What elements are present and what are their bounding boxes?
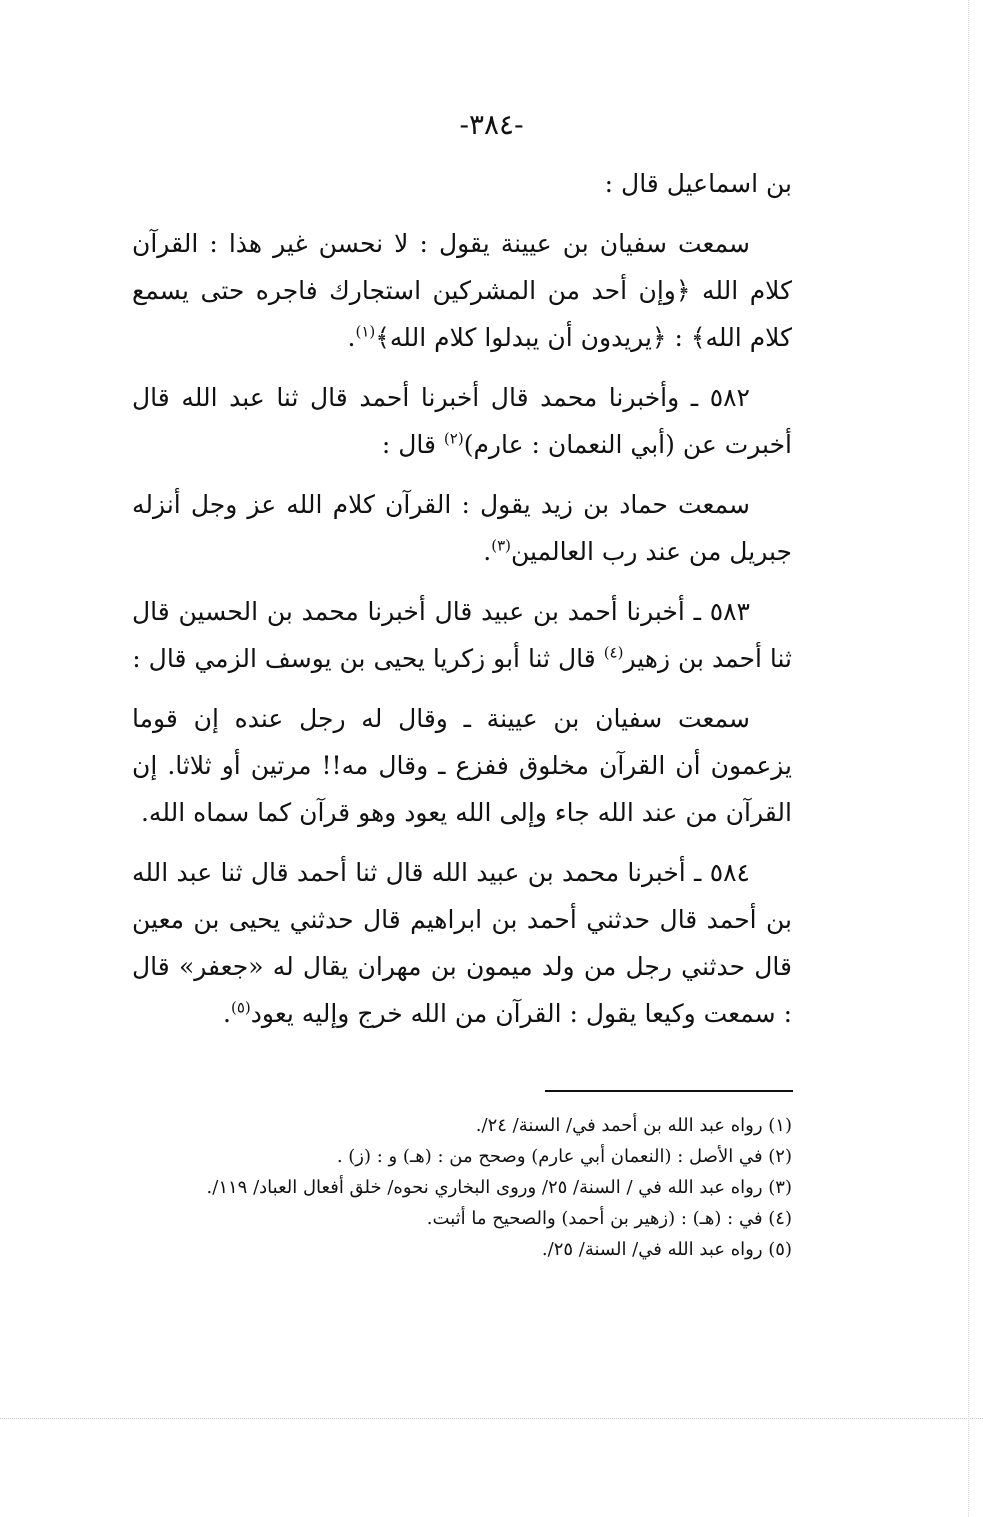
footnote: (١) رواه عبد الله بن أحمد في/ السنة/ ٢٤/. bbox=[475, 1115, 792, 1136]
footnote: (٣) رواه عبد الله في / السنة/ ٢٥/ وروى البخاري نحوه/ خلق أفعال العباد/ ١١٩/. bbox=[206, 1177, 792, 1198]
footnote-separator bbox=[545, 1090, 793, 1092]
footnotes bbox=[132, 1110, 792, 1265]
paragraph: ٥٨٢ ـ وأخبرنا محمد قال أخبرنا أحمد قال ثنا عبد الله قال أخبرت عن (أبي النعمان : عارم)$^{(٢)}$ قال : bbox=[132, 383, 792, 459]
scan-edge-right bbox=[968, 0, 969, 1517]
footnote-ref[interactable]: (٥) bbox=[231, 998, 251, 1017]
body-text bbox=[132, 160, 792, 1050]
page-number: -٣٨٤- bbox=[459, 108, 524, 141]
footnote-ref[interactable]: (٢) bbox=[443, 429, 464, 448]
paragraph: ٥٨٤ ـ أخبرنا محمد بن عبيد الله قال ثنا أحمد قال ثنا عبد الله بن أحمد قال حدثني أحمد بن ابراهيم قال حدثني يحيى بن معين قال حدثني رجل من ولد ميمون بن مهران يقال له «جعفر» قال : سمعت وكيعا يقول : القرآن من الله خرج وإليه يعود$^{(٥)}$. bbox=[132, 858, 793, 1028]
paragraph: سمعت سفيان بن عيينة ـ وقال له رجل عنده إن قوما يزعمون أن القرآن مخلوق ففزع ـ وقال مه!! مرتين أو ثلاثا. إن القرآن من عند الله جاء وإلى الله يعود وهو قرآن كما سماه الله. bbox=[132, 704, 792, 827]
paragraph: بن اسماعيل قال : bbox=[604, 169, 792, 198]
footnote: (٢) في الأصل : (النعمان أبي عارم) وصحح من : (هـ) و : (ز) . bbox=[336, 1146, 792, 1167]
footnote-ref[interactable]: (٣) bbox=[491, 536, 512, 555]
paragraph: سمعت سفيان بن عيينة يقول : لا نحسن غير هذا : القرآن كلام الله ﴿وإن أحد من المشركين استجارك فاجره حتى يسمع كلام الله﴾ : ﴿يريدون أن يبدلوا كلام الله﴾$^{(١)}$. bbox=[132, 229, 792, 352]
paragraph: سمعت حماد بن زيد يقول : القرآن كلام الله عز وجل أنزله جبريل من عند رب العالمين$^{(٣)}$. bbox=[132, 490, 792, 566]
footnote: (٤) في : (هـ) : (زهير بن أحمد) والصحيح ما أثبت. bbox=[426, 1208, 792, 1229]
footnote: (٥) رواه عبد الله في/ السنة/ ٢٥/. bbox=[541, 1239, 792, 1260]
scan-edge-bottom bbox=[0, 1418, 983, 1419]
footnote-ref[interactable]: (١) bbox=[355, 322, 376, 341]
paragraph: ٥٨٣ ـ أخبرنا أحمد بن عبيد قال أخبرنا محمد بن الحسين قال ثنا أحمد بن زهير$^{(٤)}$ قال ثنا أبو زكريا يحيى بن يوسف الزمي قال : bbox=[132, 597, 792, 673]
footnote-ref[interactable]: (٤) bbox=[603, 643, 624, 662]
